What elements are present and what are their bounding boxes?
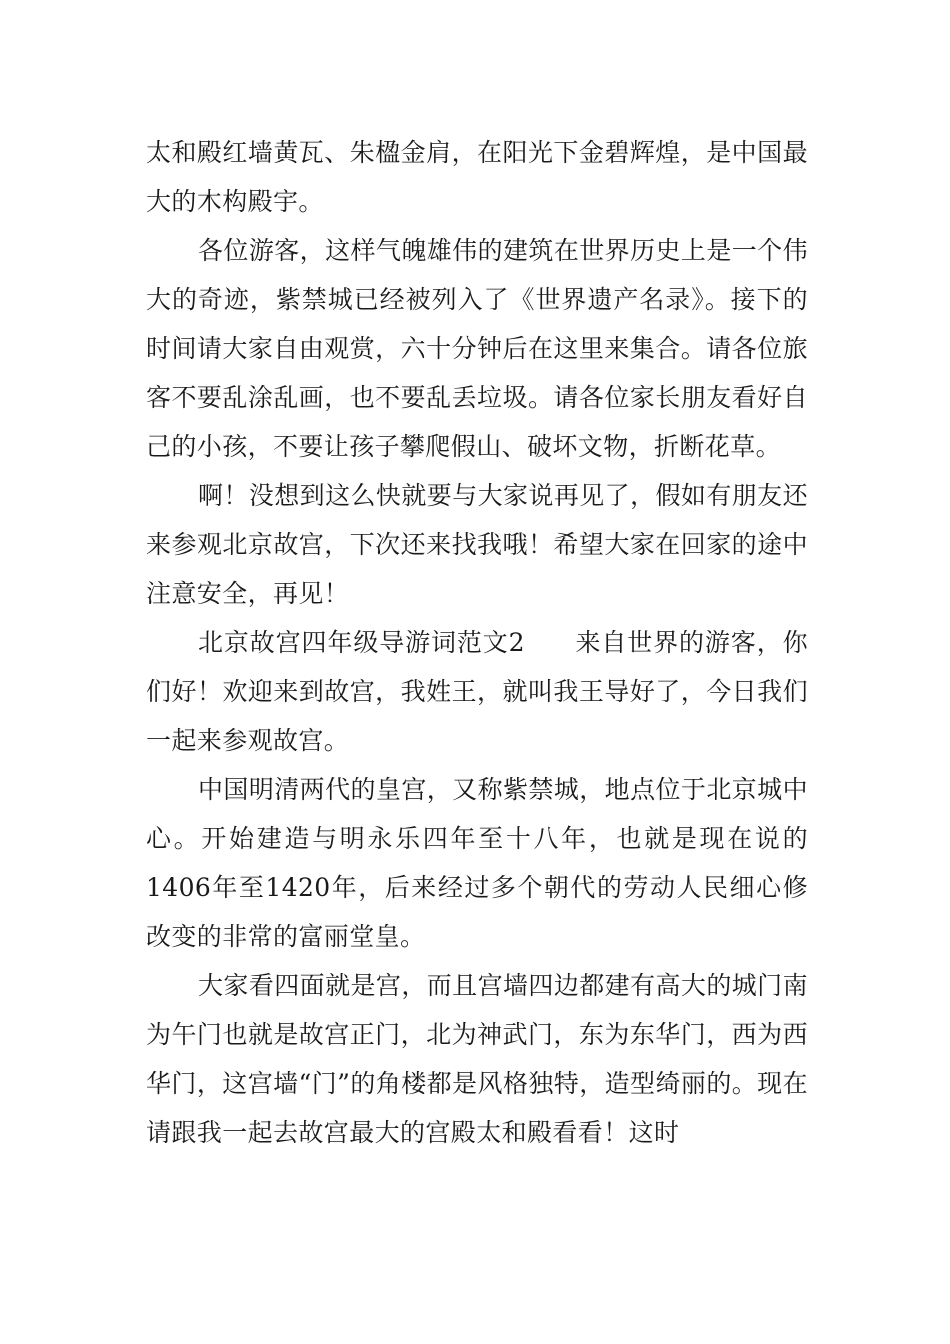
paragraph-4 [146,618,808,765]
document-body [146,128,808,1157]
paragraph-1: 太和殿红墙黄瓦、朱楹金肩，在阳光下金碧辉煌，是中国最大的木构殿宇。 [146,138,808,216]
paragraph-5: 中国明清两代的皇宫，又称紫禁城，地点位于北京城中心。开始建造与明永乐四年至十八年，也就是现在说的1406年至1420年，后来经过多个朝代的劳动人民细心修改变的非常的富丽堂皇。 [146,775,808,951]
paragraph-4-text: 来自世界的游客，你们好！欢迎来到故宫，我姓王，就叫我王导好了，今日我们一起来参观故宫。 [146,628,808,755]
paragraph-6: 大家看四面就是宫，而且宫墙四边都建有高大的城门南为午门也就是故宫正门，北为神武门，东为东华门，西为西华门，这宫墙“门”的角楼都是风格独特，造型绮丽的。现在请跟我一起去故宫最大的宫殿太和殿看看！这时 [146,971,808,1147]
section-heading: 北京故宫四年级导游词范文2 [198,628,525,657]
paragraph-2: 各位游客，这样气魄雄伟的建筑在世界历史上是一个伟大的奇迹，紫禁城已经被列入了《世界遗产名录》。接下的时间请大家自由观赏，六十分钟后在这里来集合。请各位旅客不要乱涂乱画，也不要乱丢垃圾。请各位家长朋友看好自己的小孩，不要让孩子攀爬假山、破坏文物，折断花草。 [146,236,808,461]
paragraph-3: 啊！没想到这么快就要与大家说再见了，假如有朋友还来参观北京故宫，下次还来找我哦！希望大家在回家的途中注意安全，再见！ [146,481,808,608]
